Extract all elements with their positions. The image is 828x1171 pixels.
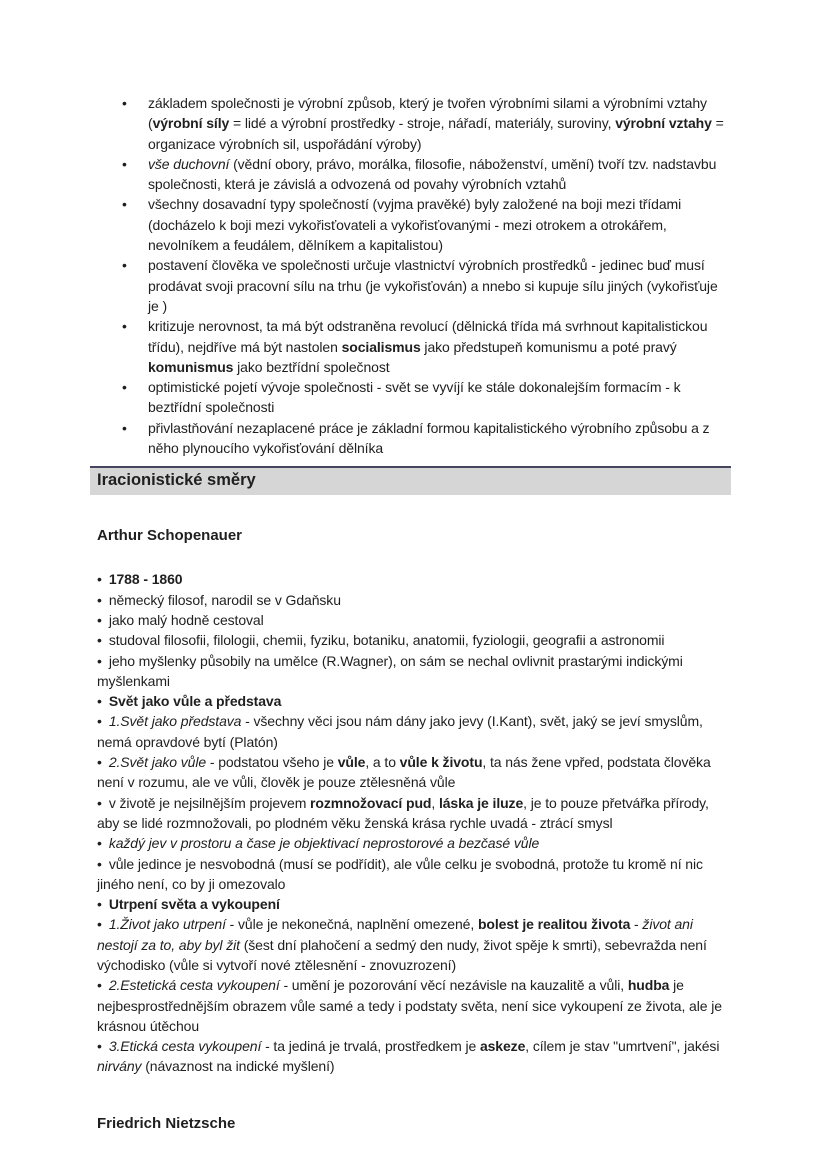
list-item <box>97 914 731 975</box>
text-run: optimistické pojetí vývoje společnosti - svět se vyvíjí ke stále dokonalejším formacím - k beztřídní společnosti <box>148 379 681 416</box>
text-run: studoval filosofii, filologii, chemii, fyziku, botaniku, anatomii, fyziologii, geografii a astronomii <box>108 632 665 649</box>
text-run: komunismus <box>148 358 234 375</box>
list-item <box>97 590 731 610</box>
text-run: ​ = lidé a výrobní prostředky - stroje, nářadí, materiály, suroviny, <box>229 115 616 132</box>
text-run: - podstatou všeho je <box>206 754 338 771</box>
list-item <box>97 1036 731 1077</box>
text-run: , cílem je stav "umrtvení", jakési <box>525 1038 720 1055</box>
text-run: postavení člověka ve společnosti určuje vlastnictví výrobních prostředků - jedinec buď musí prodávat svoji pracovní sílu na trhu (je vykořisťován) a nnebo si kupuje sílu jiných (vykořisťuje je ) <box>148 257 718 314</box>
text-run: vůle jedince je nesvobodná (musí se podřídit), ale vůle celku je svobodná, protože tu kromě ní nic jiného není, co by ji omezovalo <box>97 855 703 892</box>
list-item <box>97 569 731 589</box>
text-run: , a to <box>365 754 400 771</box>
list-item <box>97 833 731 853</box>
subheading-friedrich-nietzsche: Friedrich Nietzsche <box>97 1114 236 1132</box>
text-run: je nejbesprostřednějším obrazem vůle samé a tedy i podstaty světa, není sice vykoupení ze života, ale je krásnou útěchou <box>97 977 722 1034</box>
list-item <box>97 194 731 255</box>
list-item <box>97 377 731 418</box>
text-run: - ta jediná je trvalá, prostředkem je <box>261 1038 480 1055</box>
text-run: askeze <box>479 1038 526 1055</box>
list-item <box>97 894 731 914</box>
list-item <box>97 316 731 377</box>
text-run: 1.Svět jako představa <box>108 713 242 730</box>
subheading-arthur-schopenauer: Arthur Schopenauer <box>97 527 243 545</box>
text-run: 2.Estetická cesta vykoupení <box>108 977 280 994</box>
list-item <box>97 418 731 459</box>
list-item <box>97 630 731 650</box>
text-run: , ta nás žene vpřed, podstata člověka není v rozumu, ale ve vůli, člověk je pouze ztělesněná vůle <box>97 754 711 791</box>
text-run: jeho myšlenky působily na umělce (R.Wagner), on sám se nechal ovlivnit prastarými indickými myšlenkami <box>97 652 683 689</box>
text-run: , <box>431 794 439 811</box>
text-run: nirvány <box>97 1058 142 1075</box>
text-run: = organizace výrobních sil, uspořádání výroby) <box>148 115 724 152</box>
text-run: základem společnosti je výrobní způsob, který je tvořen výrobními silami a výrobními vztahy ( <box>148 95 707 132</box>
text-run: socialismus <box>341 338 421 355</box>
text-run: život ani nestojí za to, aby byl žit <box>97 916 693 953</box>
text-run: rozmnožovací pud <box>310 794 432 811</box>
text-run: každý jev v prostoru a čase je objektivací neprostorové a bezčasé vůle <box>108 835 540 852</box>
text-run: - vůle je nekonečná, naplnění omezené, <box>225 916 478 933</box>
text-run: výrobní vztahy <box>615 115 712 132</box>
text-run: 1788 - 1860 <box>108 571 183 588</box>
schopenhauer-bullet-list <box>97 569 731 1076</box>
text-run: německý filosof, narodil se v Gdaňsku <box>108 591 341 608</box>
list-item <box>97 610 731 630</box>
text-run: - <box>630 916 643 933</box>
text-run: vůle <box>337 754 366 771</box>
section-heading-iracionisticke-smery: Iracionistické směry <box>90 466 731 495</box>
text-run: (návaznost na indické myšlení) <box>141 1058 335 1075</box>
list-item <box>97 154 731 195</box>
list-item <box>97 752 731 793</box>
list-item <box>97 93 731 154</box>
list-item <box>97 793 731 834</box>
list-item <box>97 651 731 692</box>
text-run: v životě je nejsilnějším projevem <box>108 794 311 811</box>
list-item <box>97 691 731 711</box>
text-run: Svět jako vůle a představa <box>108 693 282 710</box>
text-run: jako beztřídní společnost <box>233 358 390 375</box>
text-run: všechny dosavadní typy společností (vyjma pravěké) byly založené na boji mezi třídami (docházelo k boji mezi vykořisťovateli a vykořisťovanými - mezi otrokem a otrokářem, nevolníkem a feudálem, dělníkem a kapitalistou) <box>148 196 682 254</box>
text-run: výrobní síly <box>152 115 230 132</box>
list-item <box>97 975 731 1036</box>
text-run: (vědní obory, právo, morálka, filosofie, náboženství, umění) tvoří tzv. nadstavbu společnosti, která je závislá a odvozená od povahy výrobních vztahů <box>148 155 717 193</box>
list-item <box>97 854 731 895</box>
text-run: přivlastňování nezaplacené práce je základní formou kapitalistického výrobního způsobu a z něho plynoucího vykořisťování dělníka <box>148 419 710 457</box>
text-run: Utrpení světa a vykoupení <box>108 896 280 913</box>
text-run: bolest je realitou života <box>477 916 631 933</box>
text-run: (šest dní plahočení a sedmý den nudy, život spěje k smrti), sebevražda není východisko (vůle si vytvoří nové ztělesnění - znovuzrození) <box>97 936 707 973</box>
text-run: vůle k životu <box>399 754 483 771</box>
text-run: , je to pouze přetvářka přírody, aby se lidé rozmnožovali, po plodném věku ženská krása rychle uvadá - ztrácí smysl <box>97 794 709 831</box>
text-run: jako předstupeň komunismu a poté pravý <box>420 338 677 355</box>
list-item <box>97 255 731 316</box>
text-run: hudba <box>627 977 670 994</box>
marxism-bullet-list <box>97 93 731 458</box>
text-run: jako malý hodně cestoval <box>108 611 264 628</box>
text-run: láska je iluze <box>438 794 524 811</box>
text-run: vše duchovní <box>148 155 230 172</box>
text-run: 3.Etická cesta vykoupení <box>108 1038 262 1055</box>
text-run: 1.Život jako utrpení <box>108 916 226 933</box>
text-run: - umění je pozorování věcí nezávisle na kauzalitě a vůli, <box>279 977 628 994</box>
text-run: - všechny věci jsou nám dány jako jevy (I.Kant), svět, jaký se jeví smyslům, nemá opravdové bytí (Platón) <box>97 713 703 750</box>
list-item <box>97 711 731 752</box>
text-run: kritizuje nerovnost, ta má být odstraněna revolucí (dělnická třída má svrhnout kapitalistickou třídu), nejdříve má být nastolen <box>148 318 708 355</box>
text-run: 2.Svět jako vůle <box>108 754 207 771</box>
